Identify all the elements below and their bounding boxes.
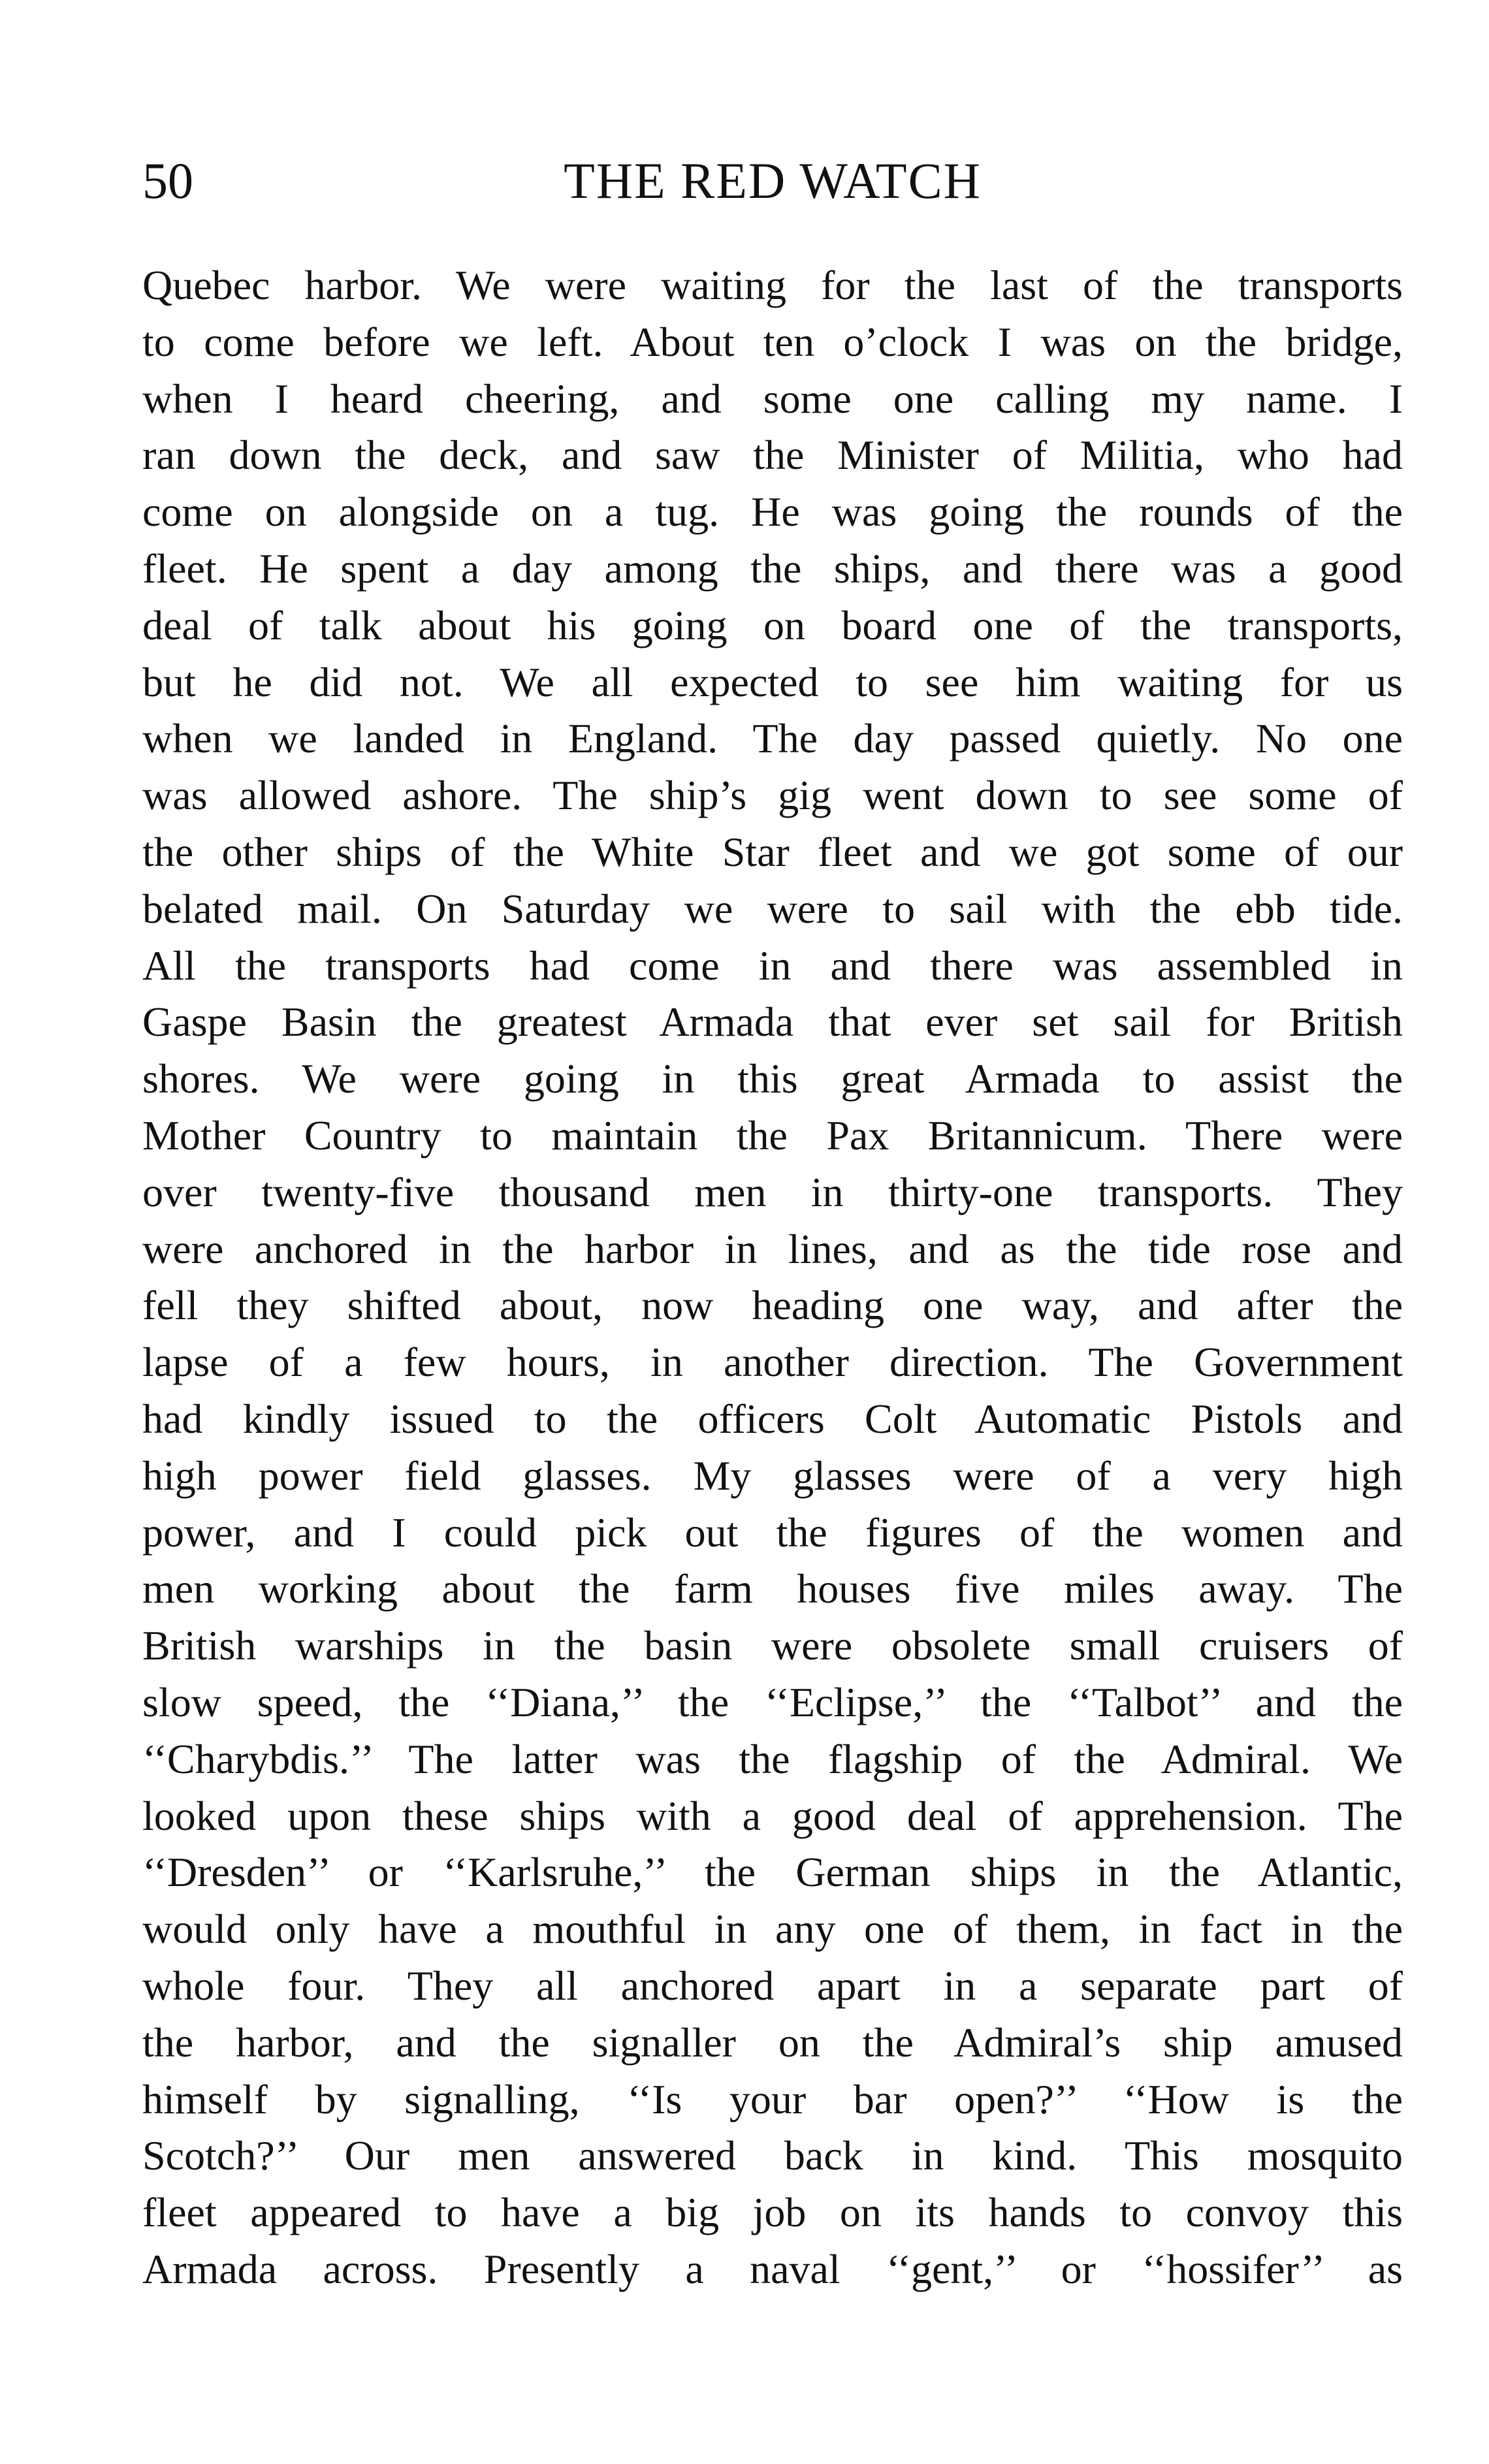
text-line: the other ships of the White Star fleet and we got some of our bbox=[142, 828, 1403, 875]
text-line: was allowed ashore. The ship’s gig went down to see some of bbox=[142, 772, 1403, 819]
text-line: were anchored in the harbor in lines, and as the tide rose and bbox=[142, 1225, 1403, 1272]
text-line: Mother Country to maintain the Pax Britannicum. There were bbox=[142, 1112, 1403, 1159]
text-line: fell they shifted about, now heading one way, and after the bbox=[142, 1282, 1403, 1329]
text-line: ‘‘Charybdis.’’ The latter was the flagship of the Admiral. We bbox=[142, 1735, 1403, 1782]
text-line: British warships in the basin were obsolete small cruisers of bbox=[142, 1622, 1403, 1669]
text-line: but he did not. We all expected to see him waiting for us bbox=[142, 658, 1403, 705]
text-line: would only have a mouthful in any one of them, in fact in the bbox=[142, 1906, 1403, 1953]
text-line: Gaspe Basin the greatest Armada that ever set sail for British bbox=[142, 999, 1403, 1046]
body-text bbox=[142, 257, 1403, 2298]
text-line: deal of talk about his going on board one of the transports, bbox=[142, 601, 1403, 648]
text-line: Quebec harbor. We were waiting for the last of the transports bbox=[142, 262, 1403, 308]
text-line: over twenty-five thousand men in thirty-one transports. They bbox=[142, 1168, 1403, 1215]
text-line: ‘‘Dresden’’ or ‘‘Karlsruhe,’’ the German ships in the Atlantic, bbox=[142, 1849, 1403, 1896]
text-line: shores. We were going in this great Armada to assist the bbox=[142, 1055, 1403, 1102]
text-line: slow speed, the ‘‘Diana,’’ the ‘‘Eclipse,’’ the ‘‘Talbot’’ and the bbox=[142, 1678, 1403, 1725]
text-line: power, and I could pick out the figures of the women and bbox=[142, 1509, 1403, 1556]
text-line: belated mail. On Saturday we were to sail with the ebb tide. bbox=[142, 885, 1403, 932]
text-line: whole four. They all anchored apart in a separate part of bbox=[142, 1962, 1403, 2009]
text-line: ran down the deck, and saw the Minister of Militia, who had bbox=[142, 432, 1403, 479]
text-line: had kindly issued to the officers Colt Automatic Pistols and bbox=[142, 1395, 1403, 1442]
text-line: come on alongside on a tug. He was going the rounds of the bbox=[142, 488, 1403, 536]
text-line: fleet. He spent a day among the ships, and there was a good bbox=[142, 545, 1403, 592]
text-line: looked upon these ships with a good deal of apprehension. The bbox=[142, 1792, 1403, 1839]
text-line: lapse of a few hours, in another direction. The Government bbox=[142, 1339, 1403, 1386]
text-line: men working about the farm houses five miles away. The bbox=[142, 1565, 1403, 1612]
text-line: Armada across. Presently a naval ‘‘gent,’’ or ‘‘hossifer’’ as bbox=[142, 2245, 1403, 2292]
page-header bbox=[142, 145, 1403, 217]
text-line: fleet appeared to have a big job on its hands to convoy this bbox=[142, 2189, 1403, 2236]
text-line: high power field glasses. My glasses were of a very high bbox=[142, 1452, 1403, 1499]
text-line: All the transports had come in and there was assembled in bbox=[142, 942, 1403, 989]
page-number: 50 bbox=[142, 152, 193, 209]
text-line: when we landed in England. The day passed quietly. No one bbox=[142, 715, 1403, 762]
text-line: Scotch?’’ Our men answered back in kind. This mosquito bbox=[142, 2132, 1403, 2179]
text-line: the harbor, and the signaller on the Admiral’s ship amused bbox=[142, 2019, 1403, 2066]
text-line: to come before we left. About ten o’clock I was on the bridge, bbox=[142, 318, 1403, 365]
running-title: THE RED WATCH bbox=[564, 152, 982, 209]
text-line: himself by signalling, ‘‘Is your bar open?’’ ‘‘How is the bbox=[142, 2075, 1403, 2122]
text-line: when I heard cheering, and some one calling my name. I bbox=[142, 375, 1403, 422]
